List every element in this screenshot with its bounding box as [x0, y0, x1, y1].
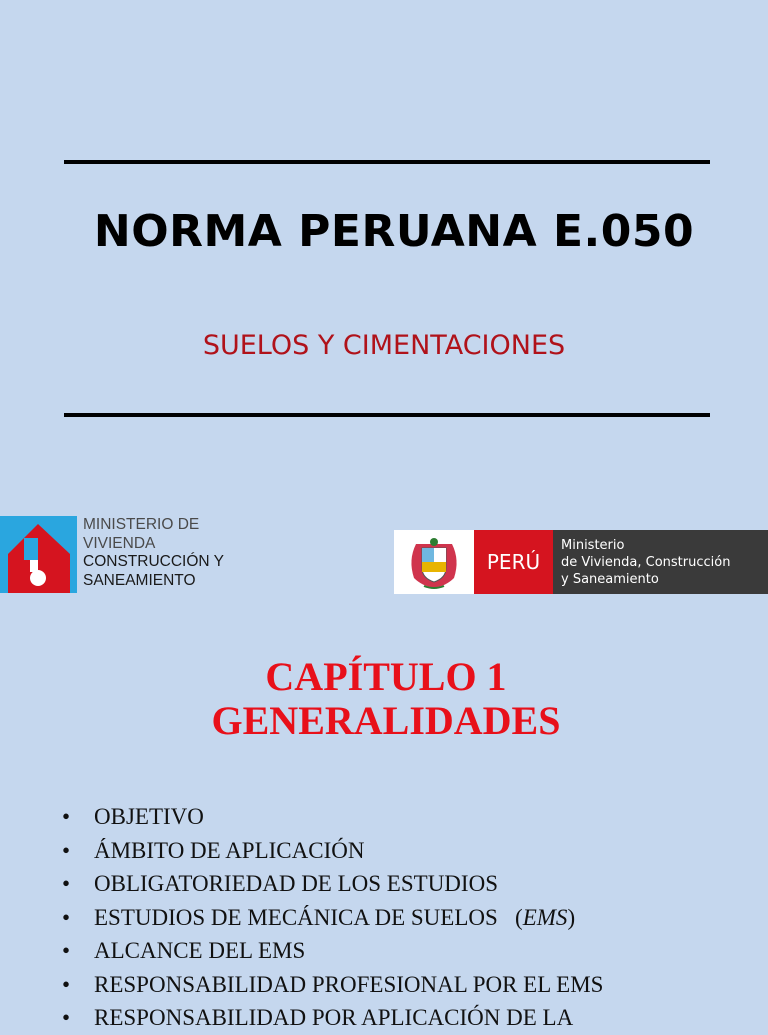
chapter-title: GENERALIDADES: [211, 698, 561, 743]
list-item-text: ALCANCE DEL EMS: [94, 938, 306, 963]
ministry-logo-right: [394, 530, 768, 594]
logo-left-line-3: CONSTRUCCIÓN Y: [83, 553, 224, 570]
logo-left-line-1: MINISTERIO DE: [83, 516, 200, 533]
list-item: • ESTUDIOS DE MECÁNICA DE SUELOS (EMS): [62, 901, 603, 935]
peru-label: PERÚ: [474, 530, 553, 594]
list-item: [62, 834, 603, 868]
list-item-text: OBLIGATORIEDAD DE LOS ESTUDIOS: [94, 871, 498, 896]
top-divider: [64, 160, 710, 164]
list-item-text: ESTUDIOS DE MECÁNICA DE SUELOS: [94, 904, 498, 930]
bottom-divider: [64, 413, 710, 417]
logo-right-line-3: y Saneamiento: [561, 572, 659, 587]
bullet-icon: •: [62, 1005, 71, 1030]
ems-abbreviation: EMS: [522, 904, 568, 930]
list-item-text: ÁMBITO DE APLICACIÓN: [94, 837, 365, 863]
logo-right-line-2: de Vivienda, Construcción: [561, 555, 731, 570]
ministry-logo-left: [0, 516, 240, 594]
logo-left-line-4: SANEAMIENTO: [83, 571, 196, 589]
house-logo-icon: [0, 516, 77, 593]
logo-left-line-2: VIVIENDA: [83, 534, 156, 552]
list-item: [62, 800, 603, 834]
topic-list: [62, 800, 603, 1035]
list-item-text: RESPONSABILIDAD POR APLICACIÓN DE LA: [94, 1005, 574, 1030]
bullet-icon: •: [62, 837, 71, 863]
list-item-text: RESPONSABILIDAD PROFESIONAL POR EL EMS: [94, 971, 604, 997]
chapter-heading: [0, 655, 768, 743]
bullet-icon: •: [62, 871, 71, 896]
bullet-icon: •: [62, 971, 71, 997]
page-title: NORMA PERUANA E.050: [93, 206, 695, 257]
bullet-icon: •: [62, 938, 71, 963]
coat-of-arms-icon: [394, 530, 474, 594]
list-item: [62, 934, 603, 968]
logo-right-line-1: Ministerio: [561, 538, 625, 553]
chapter-number: CAPÍTULO 1: [265, 654, 507, 699]
page-subtitle: SUELOS Y CIMENTACIONES: [202, 330, 566, 361]
bullet-icon: •: [62, 804, 71, 829]
ministry-name-block: [553, 530, 768, 594]
list-item: [62, 867, 603, 901]
list-item: [62, 1001, 603, 1035]
list-item-text: OBJETIVO: [94, 804, 204, 829]
bullet-icon: •: [62, 904, 71, 930]
list-item: [62, 968, 603, 1002]
